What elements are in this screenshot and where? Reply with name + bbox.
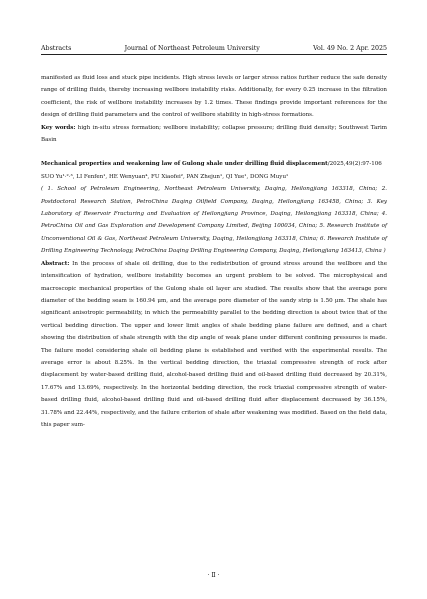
header-journal: Journal of Northeast Petroleum University [124, 45, 260, 52]
page-folio: · Ⅱ · [207, 572, 220, 579]
running-header [41, 38, 387, 52]
keywords-text: high in-situ stress formation; wellbore instability; collapse pressure; drilling fluid density; Southwest Tarim Basin [41, 124, 387, 144]
section-gap [41, 146, 387, 158]
article-heading [41, 158, 387, 170]
page-body [41, 72, 387, 431]
header-rule [41, 54, 387, 55]
header-section: Abstracts [41, 45, 72, 52]
previous-keywords [41, 122, 387, 147]
abstract-text: In the process of shale oil drilling, due to the redistribution of ground stress around the wellbore and the intensification of hydration, wellbore instability becomes an urgent problem to be solved. The microphysical and macroscopic mechanical properties of the Gulong shale oil layer are studied. The results show that the average pore diameter of the bedding seam is 160.94 μm, and the average pore diameter of the sandy strip is 1.50 μm. The shale has significant anisotropic permeability, in which the permeability parallel to the bedding direction is about twice that of the vertical bedding direction. The upper and lower limit angles of shale bedding plane failure are defined, and a chart showing the distribution of shale strength with the dip angle of weak plane under different confining pressures is made. The failure model considering shale oil bedding plane is established and verified with the experimental results. The average error is about 8.25%. In the vertical bedding direction, the triaxial compressive strength of rock after displacement by water-based drilling fluid, alcohol-based drilling fluid and oil-based drilling fluid decreased by 20.31%, 17.67% and 13.69%, respectively. In the horizontal bedding direction, the rock triaxial compressive strength of water-based drilling fluid, alcohol-based drilling fluid and oil-based drilling fluid after displacement decreased by 36.15%, 31.78% and 22.44%, respectively, and the failure criterion of shale after weakening was modified. Based on the field data, this paper sum- [41, 260, 387, 428]
article-abstract [41, 258, 387, 432]
article-authors: SUO Yu¹·²·³, LI Fenfen¹, HE Wenyuan⁴, FU Xiaofei², PAN Zhejun¹, QI Yue¹, DONG Muyu¹ [41, 173, 289, 180]
header-volume: Vol. 49 No. 2 Apr. 2025 [313, 45, 387, 52]
article-title: Mechanical properties and weakening law of Gulong shale under drilling fluid displacement [41, 161, 328, 168]
abstract-label: Abstract: [41, 260, 70, 267]
previous-abstract-continuation: manifested as fluid loss and stuck pipe incidents. High stress levels or larger stress ratios further reduce the safe density range of drilling fluids, thereby increasing wellbore instability risks. Additionally, for every 0.25 increase in the filtration coefficient, the risk of wellbore instability increases by 1.2 times. These findings provide important references for the design of drilling fluid parameters and the control of wellbore stability in high-stress formations. [41, 75, 387, 119]
keywords-label: Key words: [41, 124, 76, 131]
article-citation: /2025,49(2):97-106 [327, 161, 382, 168]
article-affiliations: ( 1. School of Petroleum Engineering, Northeast Petroleum University, Daqing, Heilongjiang 163318, China; 2. Postdoctoral Research Station, PetroChina Daqing Oilfield Company, Daqing, Heilongjiang 163458, China; 3. Key Laboratory of Reservoir Fracturing and Evaluation of Heilongjiang Province, Daqing, Heilongjiang 163318, China; 4. PetroChina Oil and Gas Exploration and Development Company Limited, Beijing 100034, China; 5. Research Institute of Unconventional Oil & Gas, Northeast Petroleum University, Daqing, Heilongjiang 163318, China; 6. Research Institute of Drilling Engineering Technology, PetroChina Daqing Drilling Engineering Company, Daqing, Heilongjiang 163413, China ) [41, 186, 387, 255]
